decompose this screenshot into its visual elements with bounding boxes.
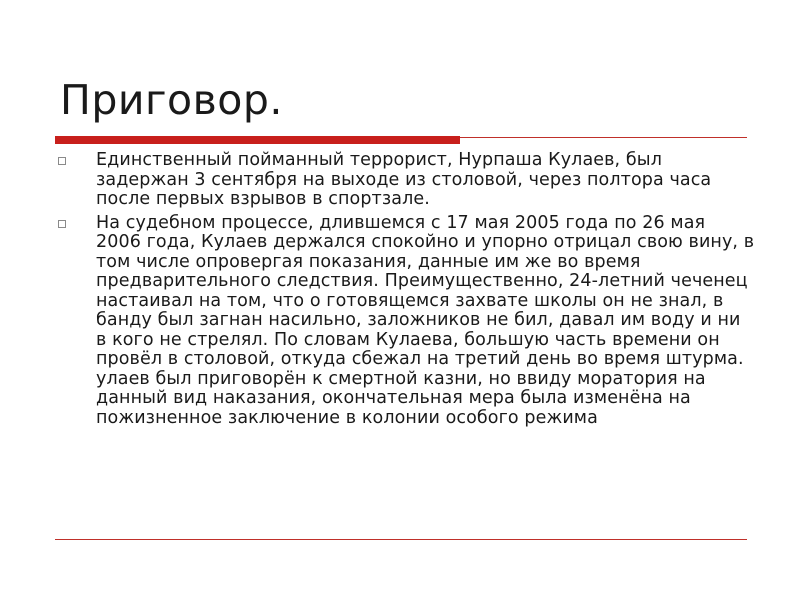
bullet-text-1: Единственный пойманный террорист, Нурпаша Кулаев, был задержан 3 сентября на выходе из столовой, через полтора часа после первых взрывов в спортзале. xyxy=(96,150,712,209)
bullet-item-2 xyxy=(55,214,755,429)
square-bullet-icon xyxy=(58,220,66,228)
footer-divider xyxy=(55,539,747,540)
bullet-text-2: На судебном процессе, длившемся с 17 мая 2005 года по 26 мая 2006 года, Кулаев держался спокойно и упорно отрицал свою вину, в том числе опровергая показания, данные им же во время предварительного следствия. Преимущественно, 24-летний чеченец настаивал на том, что о готовящемся захвате школы он не знал, в банду был загнан насильно, заложников не бил, давал им воду и ни в кого не стрелял. По словам Кулаева, большую часть времени он провёл в столовой, откуда сбежал на третий день во время штурма. улаев был приговорён к смертной казни, но ввиду моратория на данный вид наказания, окончательная мера была изменёна на пожизненное заключение в колонии особого режима xyxy=(96,212,755,428)
title-divider-thick xyxy=(55,136,460,144)
square-bullet-icon xyxy=(58,157,66,165)
bullet-list xyxy=(55,151,755,432)
bullet-item-1 xyxy=(55,151,755,210)
slide-title: Приговор. xyxy=(60,76,283,124)
